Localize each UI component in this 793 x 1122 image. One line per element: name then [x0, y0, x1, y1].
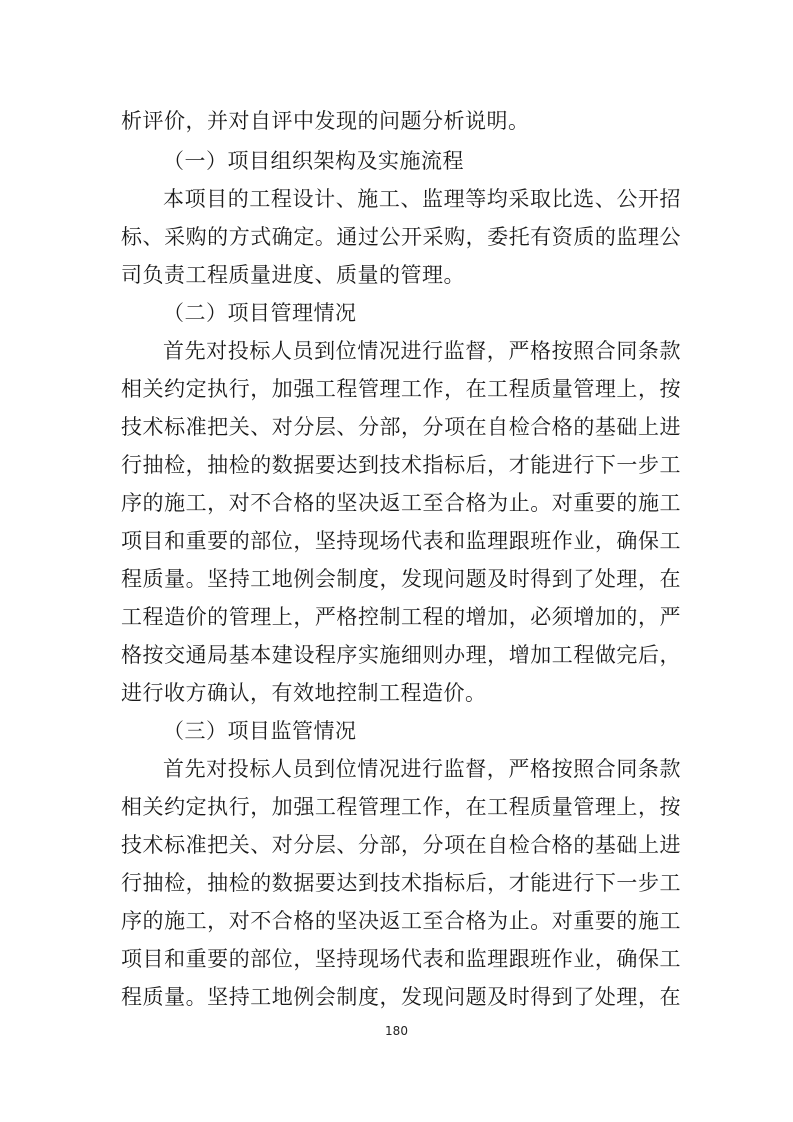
text-line: 格按交通局基本建设程序实施细则办理，增加工程做完后， — [121, 643, 681, 667]
text-line: 技术标准把关、对分层、分部，分项在自检合格的基础上进 — [121, 415, 681, 439]
section-heading-3: （三）项目监管情况 — [163, 719, 357, 743]
text-line: 技术标准把关、对分层、分部，分项在自检合格的基础上进 — [121, 833, 681, 857]
text-line: 序的施工，对不合格的坚决返工至合格为止。对重要的施工 — [121, 909, 681, 933]
text-line: 序的施工，对不合格的坚决返工至合格为止。对重要的施工 — [121, 491, 681, 515]
text-line: 程质量。坚持工地例会制度，发现问题及时得到了处理，在 — [121, 985, 681, 1009]
page-number: 180 — [385, 1024, 408, 1038]
text-line: 标、采购的方式确定。通过公开采购，委托有资质的监理公 — [121, 225, 681, 249]
section-heading-1: （一）项目组织架构及实施流程 — [163, 149, 464, 173]
text-line: 本项目的工程设计、施工、监理等均采取比选、公开招 — [163, 187, 681, 211]
text-line: 行抽检，抽检的数据要达到技术指标后，才能进行下一步工 — [121, 453, 681, 477]
text-line: 首先对投标人员到位情况进行监督，严格按照合同条款 — [163, 339, 681, 363]
text-line: 项目和重要的部位，坚持现场代表和监理跟班作业，确保工 — [121, 947, 681, 971]
text-line: 司负责工程质量进度、质量的管理。 — [121, 263, 465, 287]
text-line: 相关约定执行，加强工程管理工作，在工程质量管理上，按 — [121, 795, 681, 819]
text-line: 进行收方确认，有效地控制工程造价。 — [121, 681, 487, 705]
text-line: 行抽检，抽检的数据要达到技术指标后，才能进行下一步工 — [121, 871, 681, 895]
text-line: 项目和重要的部位，坚持现场代表和监理跟班作业，确保工 — [121, 529, 681, 553]
text-line: 首先对投标人员到位情况进行监督，严格按照合同条款 — [163, 757, 681, 781]
text-line: 程质量。坚持工地例会制度，发现问题及时得到了处理，在 — [121, 567, 681, 591]
text-line: 相关约定执行，加强工程管理工作，在工程质量管理上，按 — [121, 377, 681, 401]
text-line: 工程造价的管理上，严格控制工程的增加，必须增加的，严 — [121, 605, 681, 629]
text-line: 析评价，并对自评中发现的问题分析说明。 — [121, 109, 530, 133]
section-heading-2: （二）项目管理情况 — [163, 301, 357, 325]
